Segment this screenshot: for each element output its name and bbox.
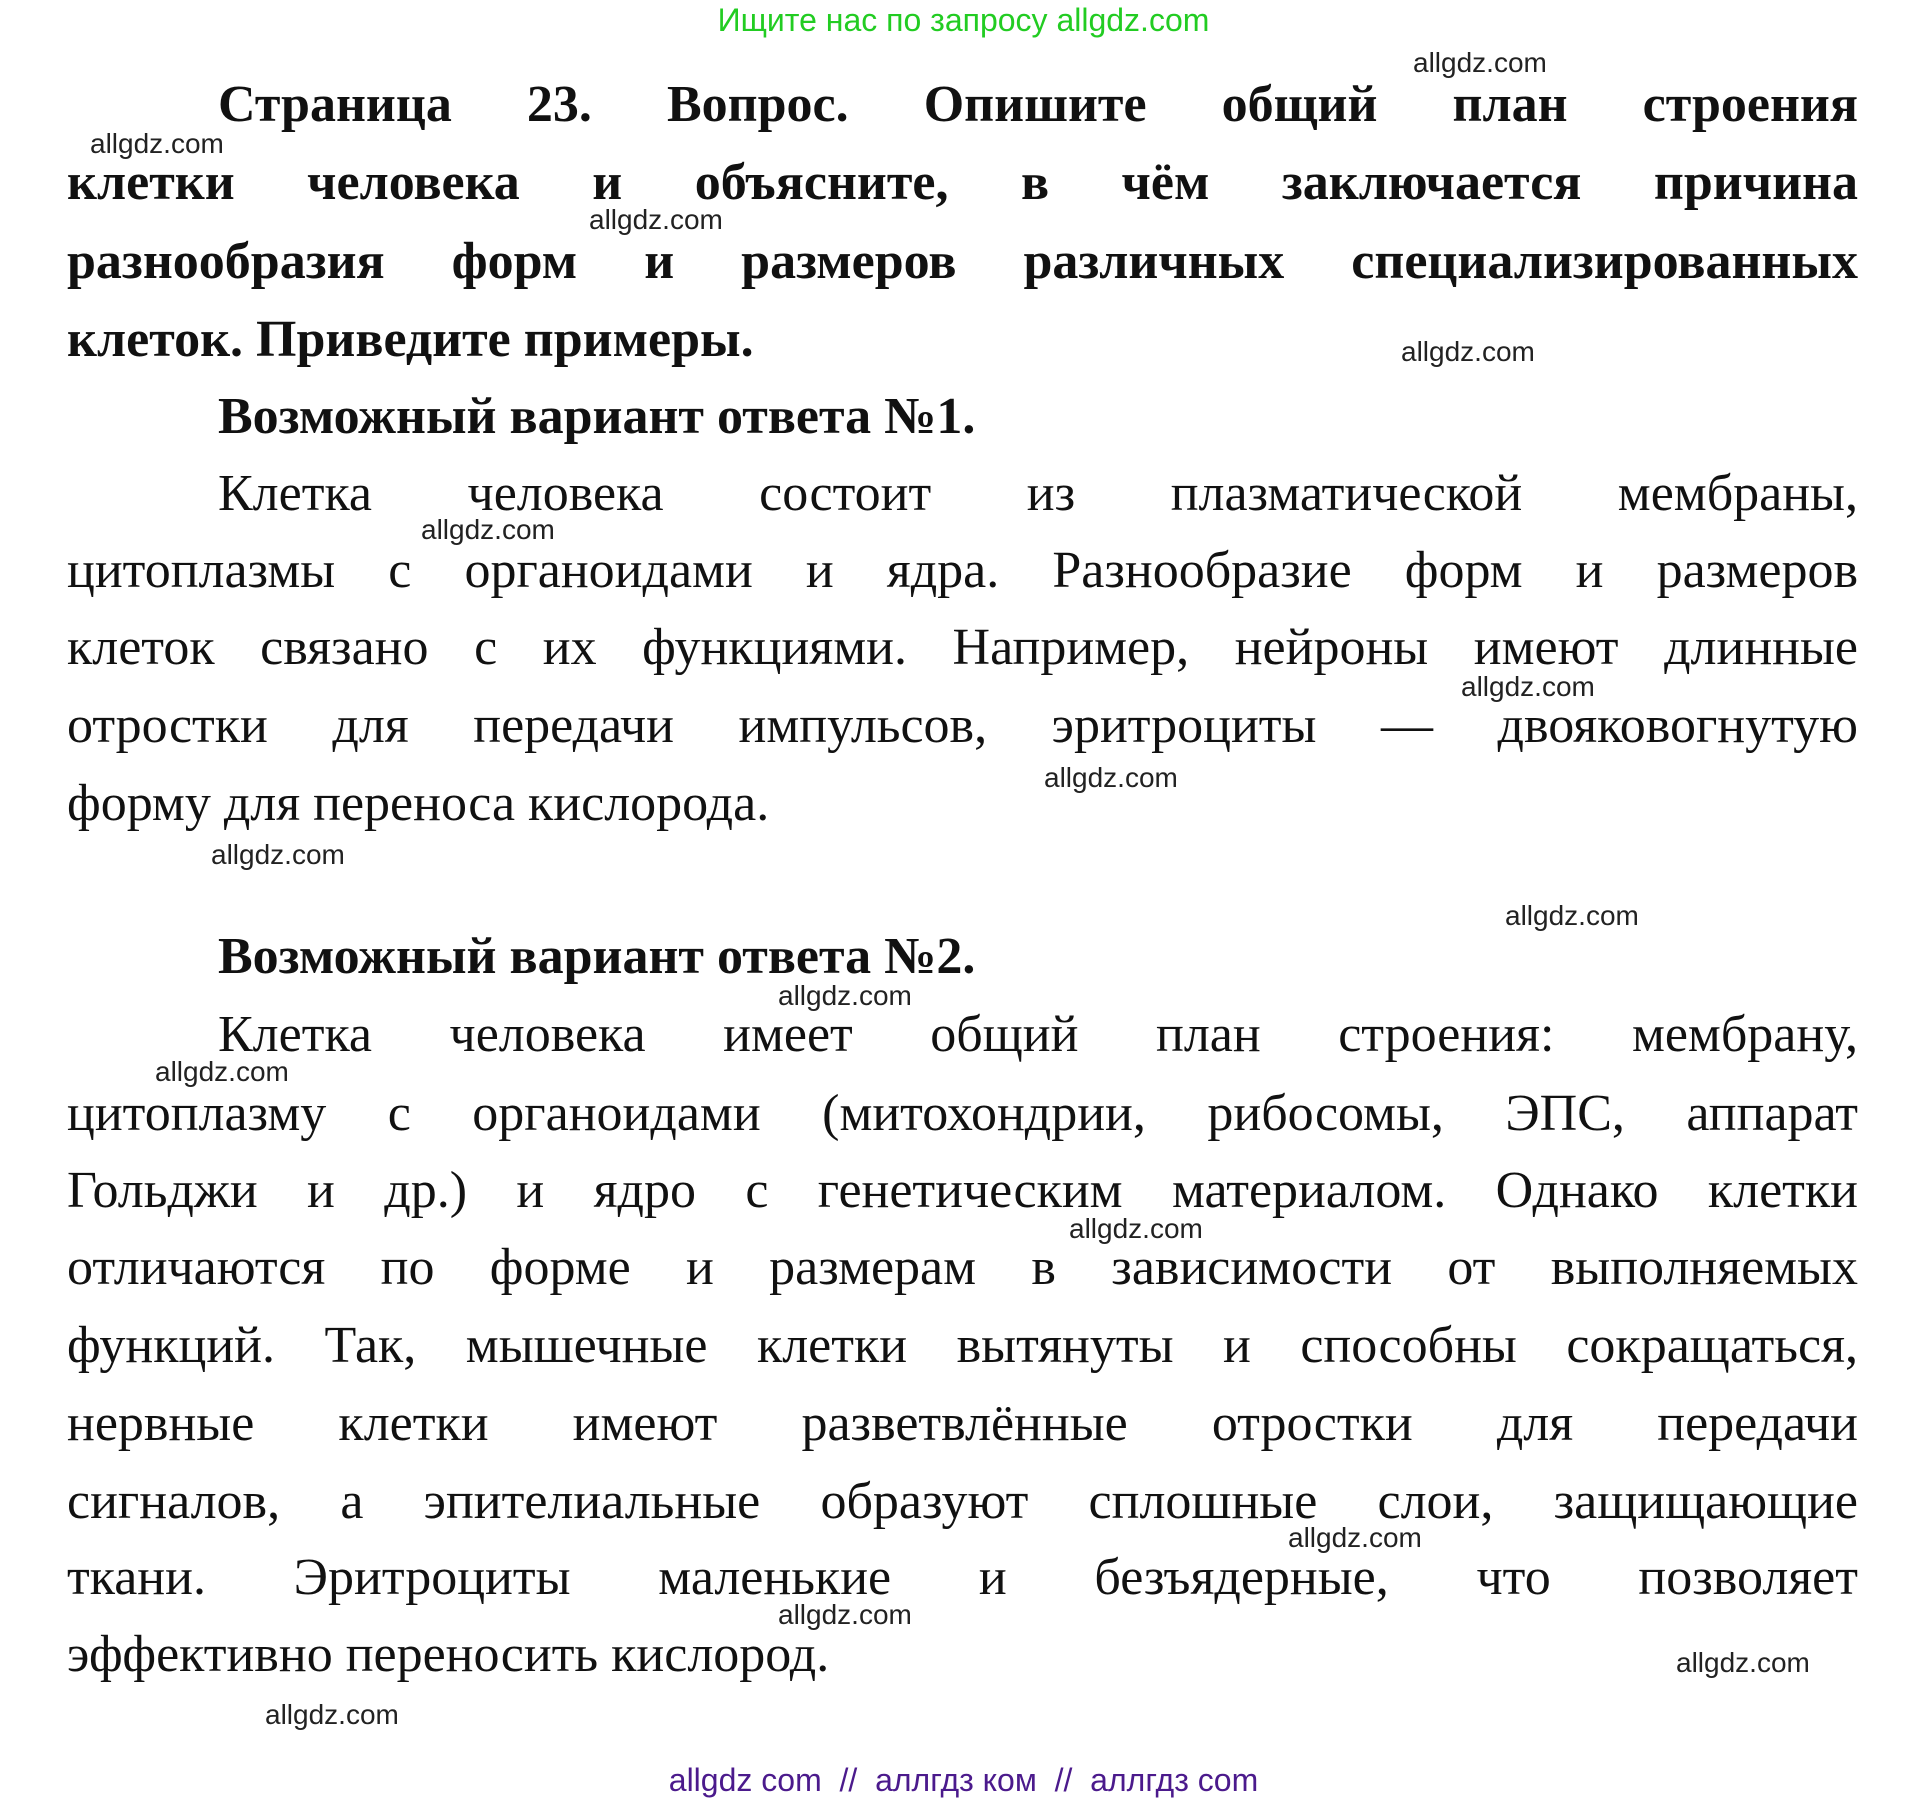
- watermark: allgdz.com: [778, 1599, 912, 1630]
- footer-links: allgdz com // аллгдз ком // аллгдз com: [668, 1762, 1259, 1798]
- answer2-line: Клетка человека имеет общий план строения: мембрану,: [218, 1006, 1858, 1063]
- question-line: Страница 23. Вопрос. Опишите общий план строения: [218, 76, 1858, 133]
- answer1-line: клеток связано с их функциями. Например, нейроны имеют длинные: [67, 619, 1858, 676]
- question-line: клетки человека и объясните, в чём заключается причина: [67, 154, 1858, 211]
- top-banner: Ищите нас по запросу allgdz.com: [717, 2, 1210, 38]
- answer2-line: сигналов, а эпителиальные образуют сплошные слои, защищающие: [67, 1473, 1858, 1530]
- answer2-line: Гольджи и др.) и ядро с генетическим материалом. Однако клетки: [67, 1162, 1858, 1219]
- watermark: allgdz.com: [589, 204, 723, 235]
- watermark: allgdz.com: [1069, 1213, 1203, 1244]
- watermark: allgdz.com: [421, 514, 555, 545]
- question-line: клеток. Приведите примеры.: [67, 311, 754, 368]
- answer2-heading: Возможный вариант ответа №2.: [218, 928, 976, 985]
- watermark: allgdz.com: [1044, 762, 1178, 793]
- answer2-line: эффективно переносить кислород.: [67, 1626, 830, 1683]
- answer1-heading: Возможный вариант ответа №1.: [218, 388, 976, 445]
- watermark: allgdz.com: [1676, 1647, 1810, 1678]
- watermark: allgdz.com: [1505, 900, 1639, 931]
- answer2-line: функций. Так, мышечные клетки вытянуты и способны сокращаться,: [67, 1317, 1858, 1374]
- answer2-line: отличаются по форме и размерам в зависимости от выполняемых: [67, 1239, 1858, 1296]
- answer1-line: форму для переноса кислорода.: [67, 775, 770, 832]
- watermark: allgdz.com: [265, 1699, 399, 1730]
- watermark: allgdz.com: [1461, 671, 1595, 702]
- question-line: разнообразия форм и размеров различных специализированных: [67, 233, 1858, 290]
- answer1-line: цитоплазмы с органоидами и ядра. Разнообразие форм и размеров: [67, 542, 1858, 599]
- watermark: allgdz.com: [155, 1056, 289, 1087]
- watermark: allgdz.com: [778, 980, 912, 1011]
- watermark: allgdz.com: [1401, 336, 1535, 367]
- watermark: allgdz.com: [1413, 47, 1547, 78]
- answer1-line: отростки для передачи импульсов, эритроциты — двояковогнутую: [67, 697, 1858, 754]
- watermark: allgdz.com: [1288, 1522, 1422, 1553]
- answer1-line: Клетка человека состоит из плазматической мембраны,: [218, 465, 1858, 522]
- watermark: allgdz.com: [90, 128, 224, 159]
- answer2-line: цитоплазму с органоидами (митохондрии, рибосомы, ЭПС, аппарат: [67, 1085, 1858, 1142]
- answer2-line: ткани. Эритроциты маленькие и безъядерные, что позволяет: [67, 1549, 1858, 1606]
- watermark: allgdz.com: [211, 839, 345, 870]
- answer2-line: нервные клетки имеют разветвлённые отростки для передачи: [67, 1395, 1858, 1452]
